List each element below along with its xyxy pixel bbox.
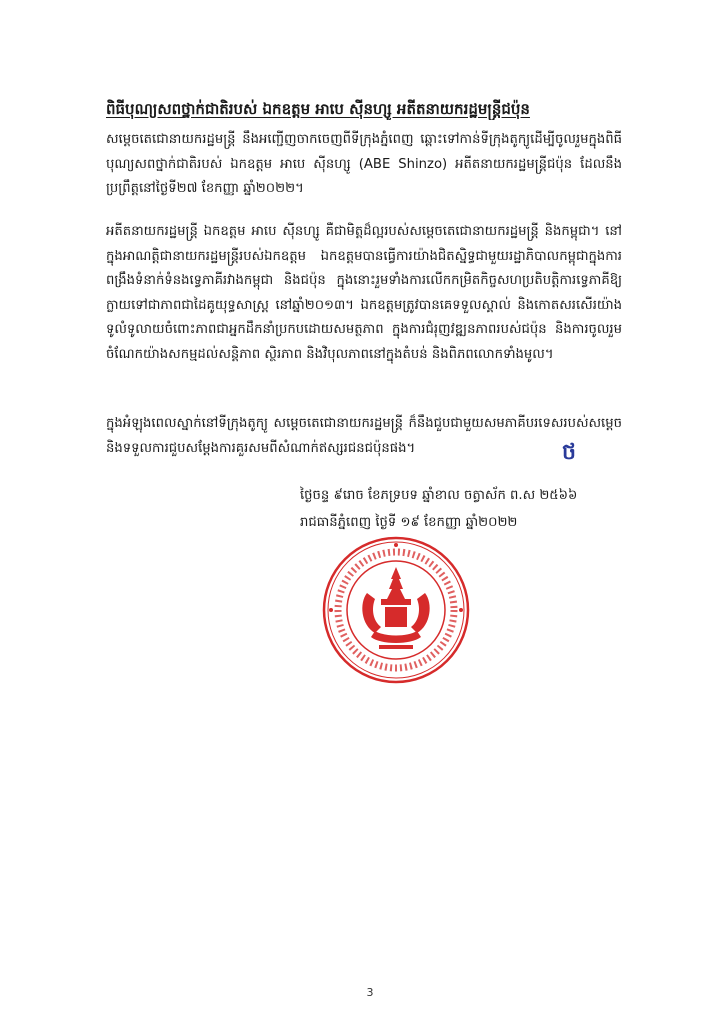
- document-title: ពិធីបុណ្យសពថ្នាក់ជាតិរបស់ ឯកឧត្តម អាបេ ស៊ីនហ្សូ អតីតនាយករដ្ឋមន្ត្រីជប៉ុន: [106, 100, 530, 118]
- paragraph-2: អតីតនាយករដ្ឋមន្ត្រី ឯកឧត្តម អាបេ ស៊ីនហ្សូ គឺជាមិត្តដ៏ល្អរបស់សម្តេចតេជោនាយករដ្ឋមន្ត្រី និងកម្ពុជា។ នៅក្នុងអាណត្តិជានាយករដ្ឋមន្ត្រីរបស់ឯកឧត្តម ឯកឧត្តមបានធ្វើការយ៉ាងជិតស្និទ្ធជាមួយរដ្ឋាភិបាលកម្ពុជាក្នុងការពង្រឹងទំនាក់ទំនងទ្វេភាគីរវាងកម្ពុជា និងជប៉ុន ក្នុងនោះរួមទាំងការលើកកម្រិតកិច្ចសហប្រតិបត្តិការទ្វេភាគីឱ្យក្លាយទៅជាភាពជាដៃគូយុទ្ធសាស្ត្រ នៅឆ្នាំ២០១៣។ ឯកឧត្តមត្រូវបានគេទទួលស្គាល់ និងកោតសរសើរយ៉ាងទូលំទូលាយចំពោះភាពជាអ្នកដឹកនាំប្រកបដោយសមត្ថភាព ក្នុងការជំរុញវឌ្ឍនភាពរបស់ជប៉ុន និងការចូលរួមចំណែកយ៉ាងសកម្មដល់សន្តិភាព ស្ថិរភាព និងវិបុលភាពនៅក្នុងតំបន់ និងពិភពលោកទាំងមូល។: [106, 224, 622, 362]
- page-number: 3: [366, 986, 374, 999]
- paragraph-3: ក្នុងអំឡុងពេលស្នាក់នៅទីក្រុងតូក្យូ សម្តេចតេជោនាយករដ្ឋមន្ត្រី ក៏នឹងជួបជាមួយសមភាគីបរទេសរបស់សម្តេច និងទទួលការជួបសម្តែងការគួរសមពីសំណាក់ឥស្សរជនជប៉ុនផង។: [106, 416, 622, 456]
- handwritten-initial: ថ: [562, 440, 576, 465]
- official-seal-icon: [319, 533, 473, 687]
- date-lunar: ថ្ងៃចន្ទ ៩រោច ខែភទ្របទ ឆ្នាំខាល ចត្វាស័ក ព.ស ២៥៦៦: [300, 488, 578, 503]
- paragraph-1: សម្តេចតេជោនាយករដ្ឋមន្ត្រី នឹងអញ្ជើញចាកចេញពីទីក្រុងភ្នំពេញ ឆ្ពោះទៅកាន់ទីក្រុងតូក្យូដើម្បីចូលរួមក្នុងពិធីបុណ្យសពថ្នាក់ជាតិរបស់ ឯកឧត្តម អាបេ ស៊ីនហ្សូ (ABE Shinzo) អតីតនាយករដ្ឋមន្ត្រីជប៉ុន ដែលនឹងប្រព្រឹត្តនៅថ្ងៃទី២៧ ខែកញ្ញា ឆ្នាំ២០២២។: [106, 132, 622, 196]
- date-solar: រាជធានីភ្នំពេញ ថ្ងៃទី ១៩ ខែកញ្ញា ឆ្នាំ២០២២: [300, 515, 518, 530]
